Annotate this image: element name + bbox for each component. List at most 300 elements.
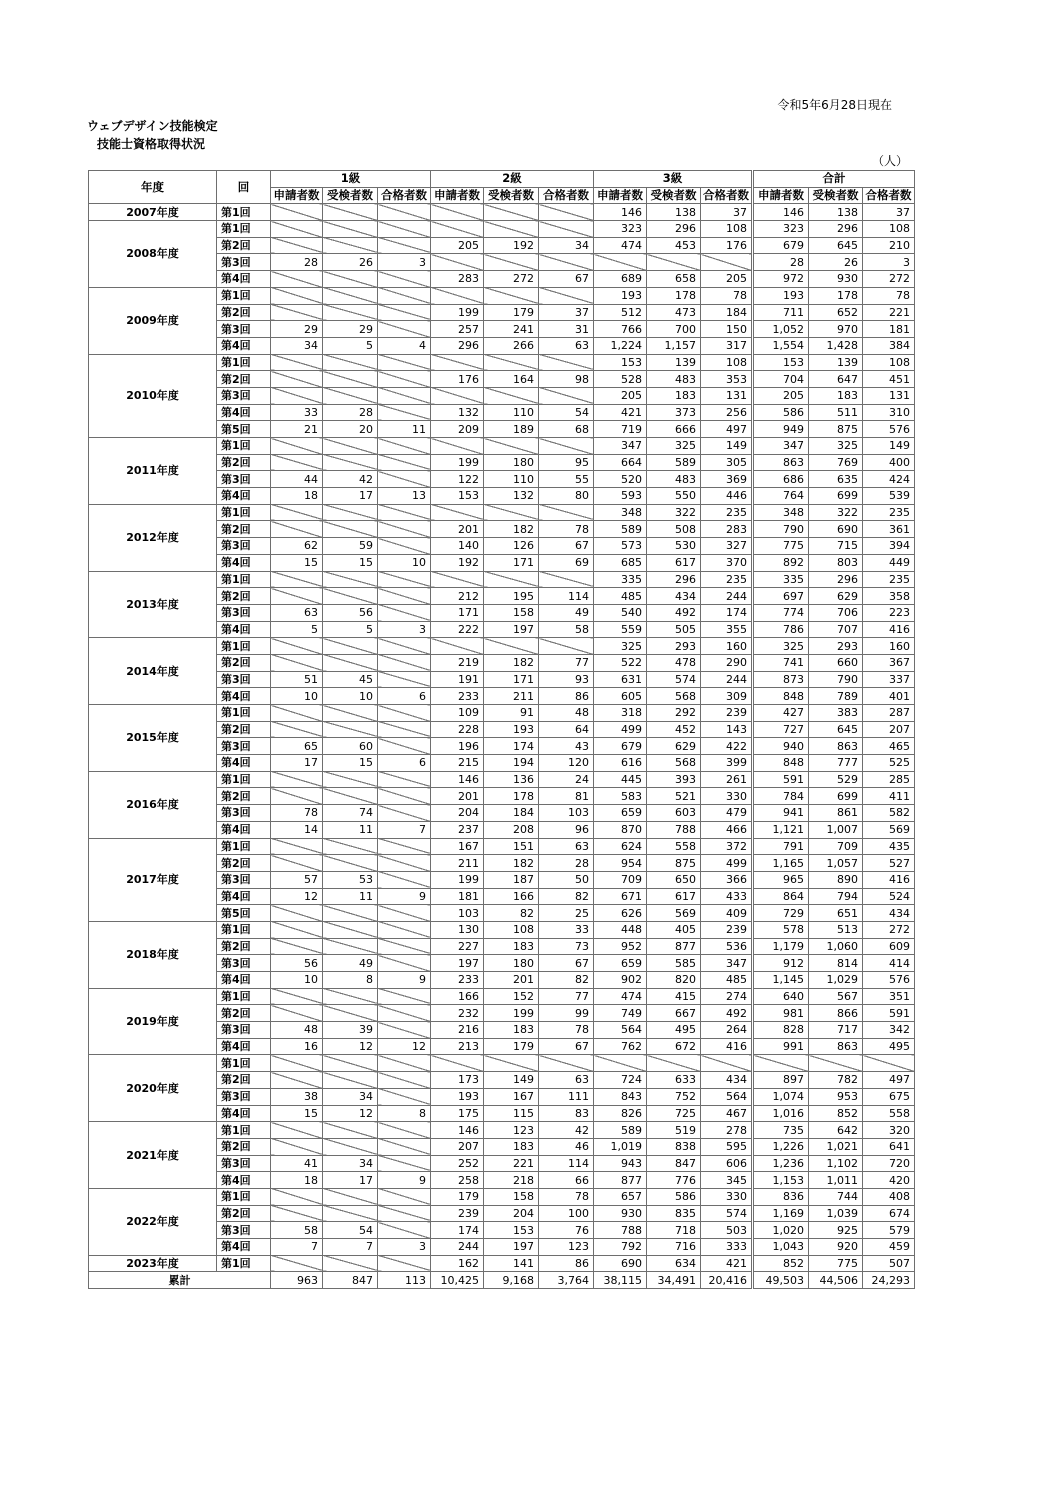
value-cell: 60 [323, 738, 378, 755]
round-cell: 第4回 [217, 488, 271, 505]
value-cell: 499 [594, 721, 647, 738]
value-cell: 272 [863, 921, 915, 938]
value-cell: 559 [594, 621, 647, 638]
value-cell: 679 [753, 237, 809, 254]
table-row [89, 838, 915, 855]
not-applicable-cell [271, 588, 323, 605]
value-cell: 201 [431, 788, 484, 805]
value-cell: 651 [809, 905, 863, 922]
value-cell: 160 [863, 638, 915, 655]
not-applicable-cell [323, 1005, 378, 1022]
value-cell: 235 [863, 571, 915, 588]
not-applicable-cell [484, 204, 539, 221]
not-applicable-cell [378, 354, 431, 371]
value-cell: 416 [863, 621, 915, 638]
value-cell: 664 [594, 454, 647, 471]
not-applicable-cell [431, 438, 484, 455]
value-cell: 296 [647, 221, 701, 238]
value-cell: 266 [484, 337, 539, 354]
value-cell: 21 [271, 421, 323, 438]
value-cell: 80 [539, 488, 594, 505]
total-cell: 34,491 [647, 1272, 701, 1289]
value-cell: 293 [647, 638, 701, 655]
not-applicable-cell [323, 237, 378, 254]
not-applicable-cell [539, 438, 594, 455]
value-cell: 204 [484, 1205, 539, 1222]
value-cell: 232 [431, 1005, 484, 1022]
not-applicable-cell [271, 371, 323, 388]
value-cell: 483 [647, 371, 701, 388]
value-cell: 1,019 [594, 1138, 647, 1155]
not-applicable-cell [378, 1122, 431, 1139]
value-cell: 235 [701, 504, 753, 521]
value-cell: 197 [431, 955, 484, 972]
value-cell: 241 [484, 321, 539, 338]
value-cell: 34 [539, 237, 594, 254]
value-cell: 707 [809, 621, 863, 638]
round-cell: 第1回 [217, 1188, 271, 1205]
value-cell: 826 [594, 1105, 647, 1122]
value-cell: 43 [539, 738, 594, 755]
value-cell: 764 [753, 488, 809, 505]
year-cell: 2011年度 [89, 438, 217, 505]
value-cell: 674 [863, 1205, 915, 1222]
not-applicable-cell [378, 221, 431, 238]
not-applicable-cell [484, 221, 539, 238]
table-row [89, 221, 915, 238]
not-applicable-cell [271, 838, 323, 855]
year-cell: 2007年度 [89, 204, 217, 221]
value-cell: 174 [431, 1222, 484, 1239]
value-cell: 24 [539, 771, 594, 788]
value-cell: 459 [863, 1239, 915, 1256]
not-applicable-cell [323, 204, 378, 221]
value-cell: 211 [484, 688, 539, 705]
value-cell: 642 [809, 1122, 863, 1139]
round-cell: 第2回 [217, 938, 271, 955]
not-applicable-cell [378, 855, 431, 872]
value-cell: 146 [431, 1122, 484, 1139]
value-cell: 424 [863, 471, 915, 488]
header-passers: 合格者数 [378, 187, 431, 204]
value-cell: 293 [809, 638, 863, 655]
value-cell: 34 [323, 1155, 378, 1172]
value-cell: 58 [539, 621, 594, 638]
value-cell: 529 [809, 771, 863, 788]
value-cell: 814 [809, 955, 863, 972]
value-cell: 953 [809, 1088, 863, 1105]
round-cell: 第3回 [217, 387, 271, 404]
value-cell: 1,165 [753, 855, 809, 872]
value-cell: 652 [809, 304, 863, 321]
value-cell: 285 [863, 771, 915, 788]
value-cell: 497 [863, 1072, 915, 1089]
value-cell: 700 [647, 321, 701, 338]
value-cell: 208 [484, 821, 539, 838]
value-cell: 591 [863, 1005, 915, 1022]
year-cell: 2021年度 [89, 1122, 217, 1189]
not-applicable-cell [378, 438, 431, 455]
value-cell: 296 [431, 337, 484, 354]
not-applicable-cell [271, 271, 323, 288]
not-applicable-cell [271, 1138, 323, 1155]
value-cell: 67 [539, 1038, 594, 1055]
not-applicable-cell [323, 771, 378, 788]
value-cell: 416 [863, 871, 915, 888]
value-cell: 146 [753, 204, 809, 221]
table-footer [89, 1272, 915, 1289]
value-cell: 467 [701, 1105, 753, 1122]
value-cell: 178 [484, 788, 539, 805]
value-cell: 485 [594, 588, 647, 605]
not-applicable-cell [323, 705, 378, 722]
value-cell: 875 [809, 421, 863, 438]
header-applicants: 申請者数 [271, 187, 323, 204]
value-cell: 847 [647, 1155, 701, 1172]
value-cell: 582 [863, 805, 915, 822]
value-cell: 659 [594, 805, 647, 822]
value-cell: 139 [809, 354, 863, 371]
value-cell: 179 [431, 1188, 484, 1205]
round-cell: 第1回 [217, 838, 271, 855]
value-cell: 191 [431, 671, 484, 688]
not-applicable-cell [378, 304, 431, 321]
value-cell: 38 [271, 1088, 323, 1105]
value-cell: 465 [863, 738, 915, 755]
value-cell: 272 [484, 271, 539, 288]
value-cell: 78 [539, 1188, 594, 1205]
value-cell: 861 [809, 805, 863, 822]
value-cell: 569 [647, 905, 701, 922]
not-applicable-cell [323, 271, 378, 288]
table-row [89, 921, 915, 938]
table-row [89, 638, 915, 655]
value-cell: 685 [594, 554, 647, 571]
value-cell: 1,121 [753, 821, 809, 838]
value-cell: 1,428 [809, 337, 863, 354]
value-cell: 325 [809, 438, 863, 455]
not-applicable-cell [484, 1055, 539, 1072]
value-cell: 207 [431, 1138, 484, 1155]
not-applicable-cell [378, 237, 431, 254]
value-cell: 76 [539, 1222, 594, 1239]
value-cell: 347 [594, 438, 647, 455]
not-applicable-cell [271, 1255, 323, 1272]
value-cell: 513 [809, 921, 863, 938]
table-row [89, 287, 915, 304]
value-cell: 182 [484, 654, 539, 671]
not-applicable-cell [431, 221, 484, 238]
not-applicable-cell [647, 1055, 701, 1072]
value-cell: 503 [701, 1222, 753, 1239]
value-cell: 952 [594, 938, 647, 955]
not-applicable-cell [271, 438, 323, 455]
year-cell: 2008年度 [89, 221, 217, 288]
value-cell: 183 [647, 387, 701, 404]
value-cell: 775 [753, 538, 809, 555]
not-applicable-cell [271, 905, 323, 922]
value-cell: 108 [484, 921, 539, 938]
value-cell: 26 [323, 254, 378, 271]
header-passers: 合格者数 [701, 187, 753, 204]
value-cell: 181 [863, 321, 915, 338]
value-cell: 67 [539, 271, 594, 288]
round-cell: 第4回 [217, 404, 271, 421]
not-applicable-cell [271, 304, 323, 321]
value-cell: 634 [647, 1255, 701, 1272]
round-cell: 第3回 [217, 1022, 271, 1039]
value-cell: 205 [701, 271, 753, 288]
value-cell: 657 [594, 1188, 647, 1205]
total-cell: 847 [323, 1272, 378, 1289]
value-cell: 244 [701, 671, 753, 688]
value-cell: 659 [594, 955, 647, 972]
not-applicable-cell [378, 1222, 431, 1239]
not-applicable-cell [378, 1205, 431, 1222]
year-cell: 2017年度 [89, 838, 217, 921]
value-cell: 786 [753, 621, 809, 638]
value-cell: 78 [701, 287, 753, 304]
value-cell: 1,179 [753, 938, 809, 955]
round-cell: 第2回 [217, 521, 271, 538]
not-applicable-cell [594, 254, 647, 271]
value-cell: 1,060 [809, 938, 863, 955]
value-cell: 473 [647, 304, 701, 321]
value-cell: 848 [753, 688, 809, 705]
value-cell: 1,102 [809, 1155, 863, 1172]
value-cell: 10 [271, 688, 323, 705]
value-cell: 333 [701, 1239, 753, 1256]
value-cell: 153 [753, 354, 809, 371]
not-applicable-cell [271, 938, 323, 955]
not-applicable-cell [539, 287, 594, 304]
value-cell: 3 [378, 254, 431, 271]
value-cell: 176 [431, 371, 484, 388]
value-cell: 15 [323, 755, 378, 772]
year-cell: 2020年度 [89, 1055, 217, 1122]
value-cell: 178 [647, 287, 701, 304]
value-cell: 93 [539, 671, 594, 688]
value-cell: 564 [594, 1022, 647, 1039]
not-applicable-cell [323, 588, 378, 605]
value-cell: 729 [753, 905, 809, 922]
value-cell: 446 [701, 488, 753, 505]
round-cell: 第2回 [217, 237, 271, 254]
value-cell: 15 [271, 1105, 323, 1122]
value-cell: 527 [863, 855, 915, 872]
value-cell: 421 [594, 404, 647, 421]
value-cell: 130 [431, 921, 484, 938]
value-cell: 100 [539, 1205, 594, 1222]
value-cell: 474 [594, 237, 647, 254]
not-applicable-cell [378, 588, 431, 605]
value-cell: 17 [271, 755, 323, 772]
not-applicable-cell [809, 1055, 863, 1072]
value-cell: 62 [271, 538, 323, 555]
value-cell: 48 [539, 705, 594, 722]
not-applicable-cell [378, 705, 431, 722]
header-year: 年度 [89, 171, 217, 204]
value-cell: 158 [484, 604, 539, 621]
value-cell: 309 [701, 688, 753, 705]
table-row [89, 438, 915, 455]
value-cell: 166 [431, 988, 484, 1005]
not-applicable-cell [484, 438, 539, 455]
value-cell: 211 [431, 855, 484, 872]
value-cell: 624 [594, 838, 647, 855]
not-applicable-cell [271, 387, 323, 404]
not-applicable-cell [539, 204, 594, 221]
not-applicable-cell [484, 287, 539, 304]
value-cell: 6 [378, 755, 431, 772]
value-cell: 564 [701, 1088, 753, 1105]
round-cell: 第4回 [217, 755, 271, 772]
value-cell: 164 [484, 371, 539, 388]
value-cell: 1,057 [809, 855, 863, 872]
value-cell: 77 [539, 988, 594, 1005]
not-applicable-cell [323, 304, 378, 321]
value-cell: 28 [271, 254, 323, 271]
round-cell: 第2回 [217, 1072, 271, 1089]
value-cell: 1,029 [809, 972, 863, 989]
not-applicable-cell [484, 571, 539, 588]
value-cell: 28 [753, 254, 809, 271]
not-applicable-cell [484, 504, 539, 521]
value-cell: 63 [539, 1072, 594, 1089]
value-cell: 337 [863, 671, 915, 688]
value-cell: 970 [809, 321, 863, 338]
value-cell: 415 [647, 988, 701, 1005]
not-applicable-cell [271, 771, 323, 788]
value-cell: 126 [484, 538, 539, 555]
value-cell: 347 [701, 955, 753, 972]
round-cell: 第4回 [217, 1105, 271, 1122]
value-cell: 645 [809, 721, 863, 738]
value-cell: 672 [647, 1038, 701, 1055]
round-cell: 第1回 [217, 221, 271, 238]
as-of-date: 令和5年6月28日現在 [777, 98, 892, 112]
value-cell: 434 [647, 588, 701, 605]
value-cell: 434 [701, 1072, 753, 1089]
value-cell: 48 [271, 1022, 323, 1039]
value-cell: 569 [863, 821, 915, 838]
round-cell: 第1回 [217, 204, 271, 221]
round-cell: 第3回 [217, 738, 271, 755]
value-cell: 877 [647, 938, 701, 955]
value-cell: 256 [701, 404, 753, 421]
value-cell: 317 [701, 337, 753, 354]
not-applicable-cell [271, 237, 323, 254]
not-applicable-cell [378, 1188, 431, 1205]
value-cell: 617 [647, 888, 701, 905]
value-cell: 1,016 [753, 1105, 809, 1122]
value-cell: 699 [809, 488, 863, 505]
value-cell: 1,236 [753, 1155, 809, 1172]
value-cell: 373 [647, 404, 701, 421]
not-applicable-cell [378, 938, 431, 955]
value-cell: 626 [594, 905, 647, 922]
value-cell: 690 [594, 1255, 647, 1272]
table-row [89, 204, 915, 221]
value-cell: 589 [594, 521, 647, 538]
value-cell: 776 [647, 1172, 701, 1189]
value-cell: 239 [701, 705, 753, 722]
header-kai: 回 [217, 171, 271, 204]
value-cell: 448 [594, 921, 647, 938]
value-cell: 175 [431, 1105, 484, 1122]
value-cell: 207 [863, 721, 915, 738]
value-cell: 228 [431, 721, 484, 738]
not-applicable-cell [378, 738, 431, 755]
value-cell: 252 [431, 1155, 484, 1172]
value-cell: 5 [271, 621, 323, 638]
value-cell: 11 [323, 888, 378, 905]
value-cell: 223 [863, 604, 915, 621]
round-cell: 第2回 [217, 1138, 271, 1155]
not-applicable-cell [378, 1255, 431, 1272]
round-cell: 第1回 [217, 988, 271, 1005]
value-cell: 1,039 [809, 1205, 863, 1222]
value-cell: 706 [809, 604, 863, 621]
round-cell: 第4回 [217, 1038, 271, 1055]
year-cell: 2013年度 [89, 571, 217, 638]
value-cell: 435 [863, 838, 915, 855]
value-cell: 348 [594, 504, 647, 521]
not-applicable-cell [378, 1022, 431, 1039]
value-cell: 558 [647, 838, 701, 855]
value-cell: 296 [647, 571, 701, 588]
round-cell: 第1回 [217, 771, 271, 788]
value-cell: 788 [647, 821, 701, 838]
value-cell: 196 [431, 738, 484, 755]
not-applicable-cell [378, 321, 431, 338]
value-cell: 507 [863, 1255, 915, 1272]
year-cell: 2009年度 [89, 287, 217, 354]
value-cell: 28 [323, 404, 378, 421]
value-cell: 278 [701, 1122, 753, 1139]
value-cell: 34 [271, 337, 323, 354]
value-cell: 744 [809, 1188, 863, 1205]
value-cell: 9 [378, 888, 431, 905]
header-grade-3: 3級 [594, 171, 753, 188]
value-cell: 15 [271, 554, 323, 571]
not-applicable-cell [378, 371, 431, 388]
value-cell: 686 [753, 471, 809, 488]
value-cell: 606 [701, 1155, 753, 1172]
round-cell: 第3回 [217, 1088, 271, 1105]
value-cell: 18 [271, 488, 323, 505]
value-cell: 1,169 [753, 1205, 809, 1222]
value-cell: 205 [594, 387, 647, 404]
value-cell: 68 [539, 421, 594, 438]
value-cell: 394 [863, 538, 915, 555]
value-cell: 195 [484, 588, 539, 605]
round-cell: 第4回 [217, 688, 271, 705]
round-cell: 第2回 [217, 454, 271, 471]
not-applicable-cell [271, 287, 323, 304]
value-cell: 287 [863, 705, 915, 722]
value-cell: 699 [809, 788, 863, 805]
value-cell: 123 [539, 1239, 594, 1256]
not-applicable-cell [378, 1155, 431, 1172]
not-applicable-cell [431, 204, 484, 221]
value-cell: 495 [647, 1022, 701, 1039]
value-cell: 539 [863, 488, 915, 505]
value-cell: 17 [323, 1172, 378, 1189]
header-grade-2: 2級 [431, 171, 594, 188]
value-cell: 205 [753, 387, 809, 404]
value-cell: 578 [753, 921, 809, 938]
